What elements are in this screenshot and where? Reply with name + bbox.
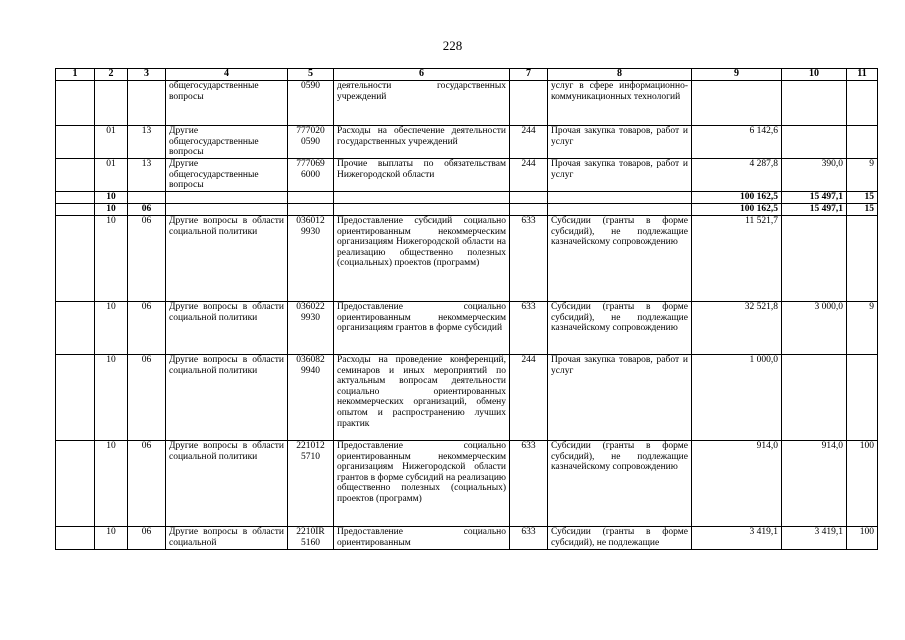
cell-subsection [128,192,166,204]
cell-subsection: 06 [128,216,166,302]
cell-target-name: Прочие выплаты по обязательствам Нижегородской области [334,159,510,192]
cell-subsection: 13 [128,159,166,192]
cell-actual: 3 419,1 [782,527,847,550]
cell-expense-name: Прочая закупка товаров, работ и услуг [548,355,692,441]
cell-expense-name: Субсидии (гранты в форме субсидий), не подлежащие [548,527,692,550]
cell-col1 [56,159,95,192]
cell-target-name: деятельности государственных учреждений [334,81,510,126]
cell-target-code: 036012 9930 [288,216,334,302]
cell-expense-code [510,192,548,204]
cell-expense-code [510,204,548,216]
cell-expense-code: 244 [510,159,548,192]
cell-expense-name: услуг в сфере информационно-коммуникационных технологий [548,81,692,126]
cell-col1 [56,126,95,159]
cell-plan: 32 521,8 [692,302,782,355]
section-total-row [56,192,878,204]
cell-expense-name [548,192,692,204]
cell-plan: 100 162,5 [692,192,782,204]
page-number: 228 [442,38,463,53]
cell-col1 [56,527,95,550]
cell-subsection: 06 [128,527,166,550]
cell-section: 10 [95,216,128,302]
cell-target-code: 777020 0590 [288,126,334,159]
cell-target-name: Расходы на проведение конференций, семинаров и иных мероприятий по актуальным вопросам деятельности социально ориентированных некоммерческих организаций, обмену опытом и распространению лучших практик [334,355,510,441]
cell-subsection: 06 [128,204,166,216]
cell-percent [847,355,878,441]
budget-table [55,68,878,550]
cell-name [166,192,288,204]
cell-target-code: 036082 9940 [288,355,334,441]
cell-target-code: 221012 5710 [288,441,334,527]
cell-name: Другие вопросы в области социальной [166,527,288,550]
cell-name: Другие вопросы в области социальной политики [166,216,288,302]
cell-subsection [128,81,166,126]
cell-plan: 11 521,7 [692,216,782,302]
cell-percent: 9 [847,159,878,192]
table-row [56,355,878,441]
table-row [56,126,878,159]
table-row [56,216,878,302]
cell-subsection: 06 [128,441,166,527]
cell-expense-code [510,81,548,126]
table-row [56,441,878,527]
cell-target-name [334,204,510,216]
cell-expense-code: 633 [510,441,548,527]
cell-col1 [56,192,95,204]
table-row [56,159,878,192]
cell-target-name: Предоставление социально ориентированным [334,527,510,550]
cell-section: 01 [95,159,128,192]
cell-col1 [56,441,95,527]
table-row [56,302,878,355]
column-header: 7 [510,69,548,81]
column-header: 5 [288,69,334,81]
column-header: 6 [334,69,510,81]
cell-expense-name: Субсидии (гранты в форме субсидий), не подлежащие казначейскому сопровождению [548,302,692,355]
column-header: 11 [847,69,878,81]
cell-percent: 15 [847,192,878,204]
cell-col1 [56,204,95,216]
cell-expense-code: 633 [510,302,548,355]
cell-target-name: Предоставление социально ориентированным некоммерческим организациям грантов в форме субсидий [334,302,510,355]
cell-col1 [56,302,95,355]
cell-target-code: 0590 [288,81,334,126]
table-row [56,81,878,126]
cell-subsection: 06 [128,355,166,441]
cell-name: Другие вопросы в области социальной политики [166,355,288,441]
cell-expense-code: 244 [510,126,548,159]
cell-col1 [56,216,95,302]
cell-expense-code: 633 [510,216,548,302]
table-row [56,527,878,550]
cell-expense-name: Субсидии (гранты в форме субсидий), не подлежащие казначейскому сопровождению [548,441,692,527]
cell-percent: 9 [847,302,878,355]
cell-target-code [288,204,334,216]
cell-name: Другие вопросы в области социальной политики [166,441,288,527]
cell-target-name: Предоставление субсидий социально ориентированным некоммерческим организациям Нижегородской области на реализацию общественно полезных (социальных) проектов (программ) [334,216,510,302]
column-header: 4 [166,69,288,81]
cell-name: общегосударственные вопросы [166,81,288,126]
cell-section: 01 [95,126,128,159]
cell-target-name: Предоставление социально ориентированным некоммерческим организациям Нижегородской области грантов в форме субсидий на реализацию общественно полезных (социальных) проектов (программ) [334,441,510,527]
cell-actual [782,126,847,159]
cell-plan: 3 419,1 [692,527,782,550]
cell-actual: 3 000,0 [782,302,847,355]
cell-target-code: 036022 9930 [288,302,334,355]
cell-subsection: 06 [128,302,166,355]
cell-subsection: 13 [128,126,166,159]
cell-name: Другие вопросы в области социальной политики [166,302,288,355]
cell-name [166,204,288,216]
cell-name: Другие общегосударственные вопросы [166,159,288,192]
cell-section: 10 [95,441,128,527]
cell-target-name [334,192,510,204]
cell-section: 10 [95,302,128,355]
cell-section: 10 [95,204,128,216]
cell-target-name: Расходы на обеспечение деятельности государственных учреждений [334,126,510,159]
cell-plan: 1 000,0 [692,355,782,441]
cell-actual: 15 497,1 [782,204,847,216]
cell-col1 [56,355,95,441]
cell-percent [847,126,878,159]
column-header: 3 [128,69,166,81]
cell-col1 [56,81,95,126]
cell-expense-name [548,204,692,216]
cell-percent: 100 [847,441,878,527]
column-header: 8 [548,69,692,81]
cell-percent: 100 [847,527,878,550]
cell-expense-code: 633 [510,527,548,550]
subsection-total-row [56,204,878,216]
column-header: 2 [95,69,128,81]
column-header: 1 [56,69,95,81]
cell-section [95,81,128,126]
column-header: 9 [692,69,782,81]
cell-plan: 100 162,5 [692,204,782,216]
cell-section: 10 [95,527,128,550]
cell-actual: 15 497,1 [782,192,847,204]
cell-name: Другие общегосударственные вопросы [166,126,288,159]
cell-expense-name: Прочая закупка товаров, работ и услуг [548,126,692,159]
cell-percent [847,216,878,302]
cell-target-code: 2210IR 5160 [288,527,334,550]
cell-actual [782,355,847,441]
header-row [56,69,878,81]
cell-plan: 4 287,8 [692,159,782,192]
cell-plan: 6 142,6 [692,126,782,159]
column-header: 10 [782,69,847,81]
cell-plan [692,81,782,126]
cell-section: 10 [95,355,128,441]
cell-actual [782,216,847,302]
cell-plan: 914,0 [692,441,782,527]
cell-percent [847,81,878,126]
cell-target-code: 777069 6000 [288,159,334,192]
cell-actual: 914,0 [782,441,847,527]
cell-section: 10 [95,192,128,204]
cell-expense-name: Субсидии (гранты в форме субсидий), не подлежащие казначейскому сопровождению [548,216,692,302]
cell-actual: 390,0 [782,159,847,192]
cell-expense-code: 244 [510,355,548,441]
cell-percent: 15 [847,204,878,216]
cell-expense-name: Прочая закупка товаров, работ и услуг [548,159,692,192]
cell-actual [782,81,847,126]
cell-target-code [288,192,334,204]
